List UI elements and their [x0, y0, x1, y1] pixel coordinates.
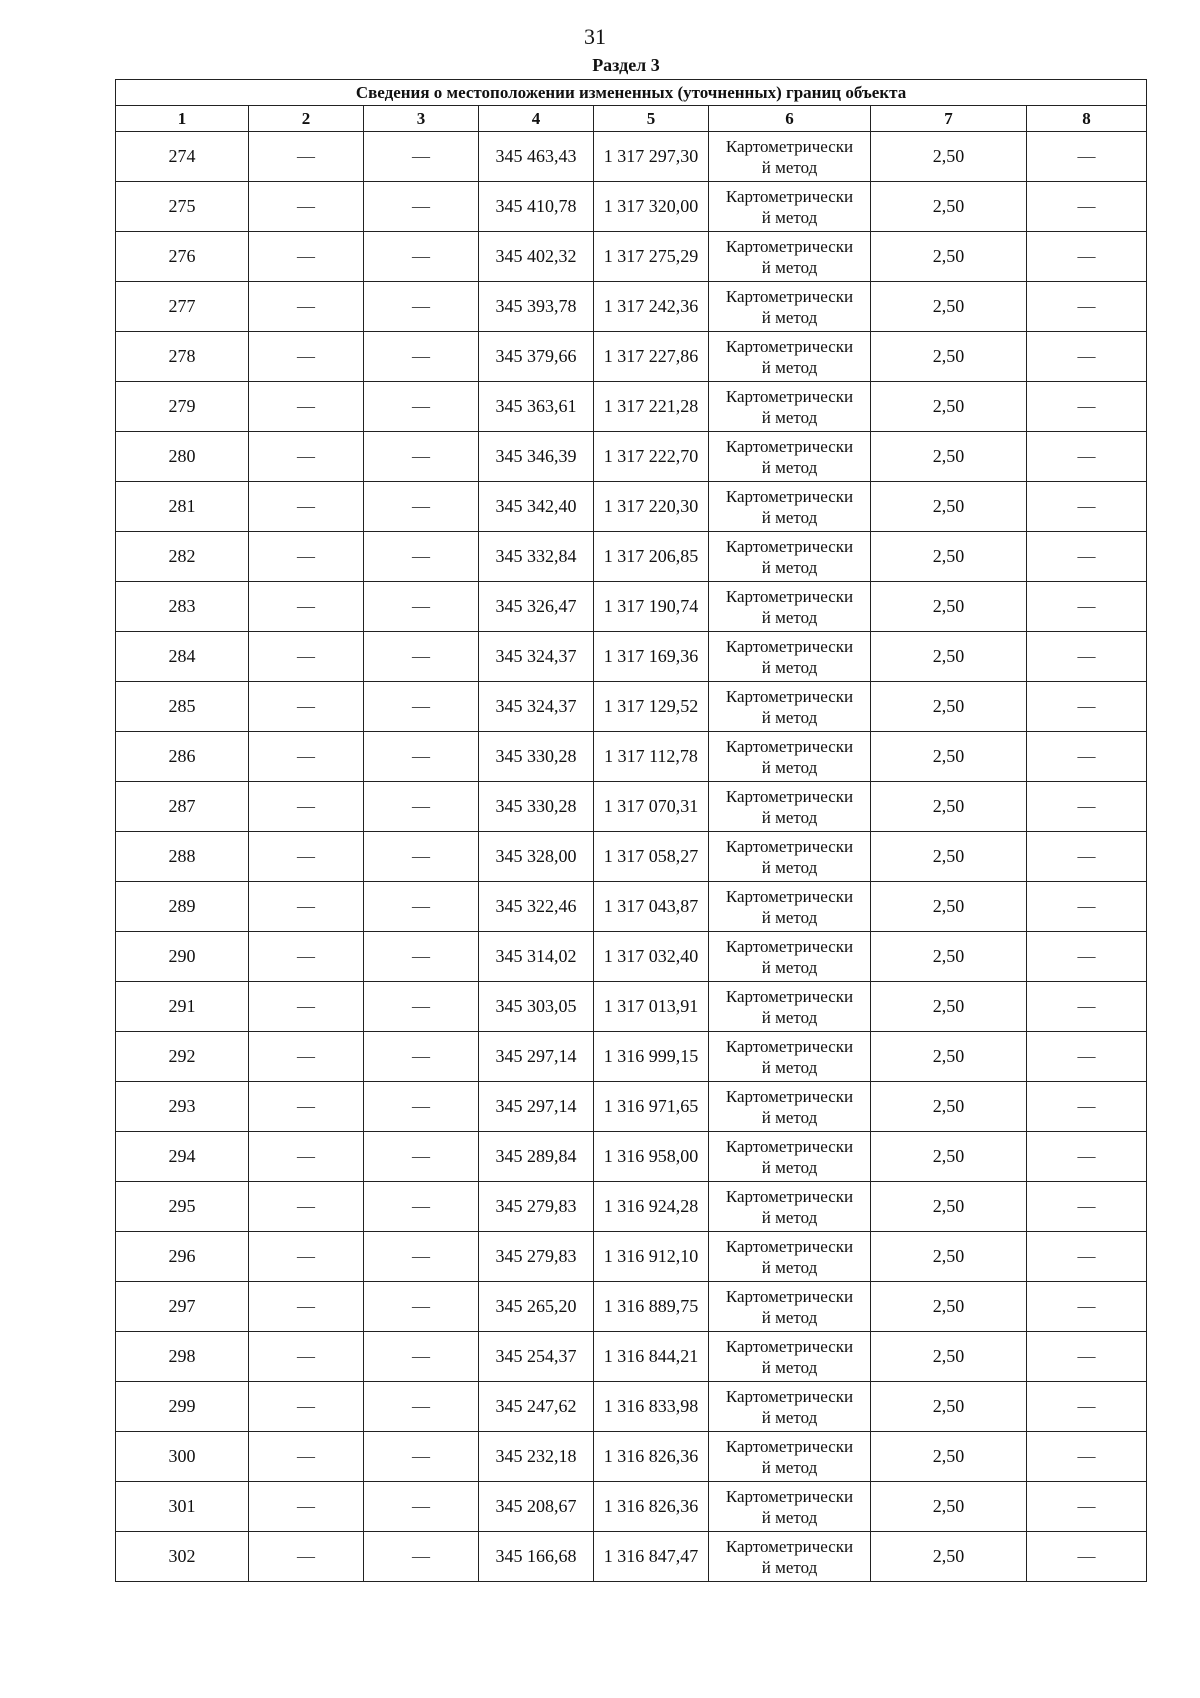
table-row: [116, 1082, 1147, 1132]
accuracy-cell: 2,50: [871, 1082, 1027, 1132]
accuracy-cell: 2,50: [871, 232, 1027, 282]
point-number-cell: 296: [116, 1232, 249, 1282]
column-8-cell: —: [1027, 582, 1147, 632]
column-8-cell: —: [1027, 882, 1147, 932]
section-title: Раздел 3: [592, 55, 660, 75]
column-3-cell: —: [364, 1232, 479, 1282]
accuracy-cell: 2,50: [871, 1232, 1027, 1282]
x-coordinate-cell: 345 265,20: [479, 1282, 594, 1332]
column-number-3: 3: [364, 106, 479, 132]
table-row: [116, 332, 1147, 382]
column-number-2: 2: [249, 106, 364, 132]
accuracy-cell: 2,50: [871, 532, 1027, 582]
method-cell: Картометрически й метод: [709, 832, 871, 882]
y-coordinate-cell: 1 317 221,28: [594, 382, 709, 432]
boundary-coordinates-table: [115, 79, 1147, 1582]
column-2-cell: —: [249, 982, 364, 1032]
column-3-cell: —: [364, 732, 479, 782]
x-coordinate-cell: 345 402,32: [479, 232, 594, 282]
table-row: [116, 932, 1147, 982]
column-3-cell: —: [364, 982, 479, 1032]
method-cell: Картометрически й метод: [709, 1232, 871, 1282]
column-3-cell: —: [364, 232, 479, 282]
column-2-cell: —: [249, 1332, 364, 1382]
column-2-cell: —: [249, 182, 364, 232]
column-8-cell: —: [1027, 1482, 1147, 1532]
accuracy-cell: 2,50: [871, 1132, 1027, 1182]
column-8-cell: —: [1027, 1332, 1147, 1382]
method-cell: Картометрически й метод: [709, 482, 871, 532]
point-number-cell: 297: [116, 1282, 249, 1332]
column-3-cell: —: [364, 432, 479, 482]
x-coordinate-cell: 345 254,37: [479, 1332, 594, 1382]
table-row: [116, 1132, 1147, 1182]
column-2-cell: —: [249, 1032, 364, 1082]
y-coordinate-cell: 1 317 222,70: [594, 432, 709, 482]
column-2-cell: —: [249, 282, 364, 332]
table-row: [116, 1382, 1147, 1432]
column-8-cell: —: [1027, 1082, 1147, 1132]
column-3-cell: —: [364, 682, 479, 732]
column-2-cell: —: [249, 1182, 364, 1232]
x-coordinate-cell: 345 314,02: [479, 932, 594, 982]
point-number-cell: 283: [116, 582, 249, 632]
column-3-cell: —: [364, 782, 479, 832]
accuracy-cell: 2,50: [871, 982, 1027, 1032]
y-coordinate-cell: 1 316 826,36: [594, 1432, 709, 1482]
y-coordinate-cell: 1 317 112,78: [594, 732, 709, 782]
column-2-cell: —: [249, 732, 364, 782]
table-row: [116, 982, 1147, 1032]
column-8-cell: —: [1027, 482, 1147, 532]
y-coordinate-cell: 1 317 169,36: [594, 632, 709, 682]
method-cell: Картометрически й метод: [709, 1482, 871, 1532]
accuracy-cell: 2,50: [871, 732, 1027, 782]
accuracy-cell: 2,50: [871, 282, 1027, 332]
table-row: [116, 1032, 1147, 1082]
column-3-cell: —: [364, 532, 479, 582]
method-cell: Картометрически й метод: [709, 282, 871, 332]
column-8-cell: —: [1027, 332, 1147, 382]
column-number-1: 1: [116, 106, 249, 132]
column-8-cell: —: [1027, 982, 1147, 1032]
table-row: [116, 482, 1147, 532]
point-number-cell: 289: [116, 882, 249, 932]
method-cell: Картометрически й метод: [709, 1082, 871, 1132]
x-coordinate-cell: 345 303,05: [479, 982, 594, 1032]
method-cell: Картометрически й метод: [709, 1532, 871, 1582]
method-cell: Картометрически й метод: [709, 632, 871, 682]
table-row: [116, 632, 1147, 682]
column-8-cell: —: [1027, 432, 1147, 482]
accuracy-cell: 2,50: [871, 1032, 1027, 1082]
column-8-cell: —: [1027, 932, 1147, 982]
column-8-cell: —: [1027, 1282, 1147, 1332]
table-title: Сведения о местоположении измененных (уточненных) границ объекта: [116, 80, 1147, 106]
column-3-cell: —: [364, 1432, 479, 1482]
y-coordinate-cell: 1 317 190,74: [594, 582, 709, 632]
column-2-cell: —: [249, 1132, 364, 1182]
x-coordinate-cell: 345 363,61: [479, 382, 594, 432]
table-body: [116, 132, 1147, 1582]
x-coordinate-cell: 345 279,83: [479, 1232, 594, 1282]
accuracy-cell: 2,50: [871, 1482, 1027, 1532]
table-row: [116, 1532, 1147, 1582]
table-row: [116, 1182, 1147, 1232]
table-row: [116, 282, 1147, 332]
method-cell: Картометрически й метод: [709, 1132, 871, 1182]
point-number-cell: 302: [116, 1532, 249, 1582]
column-8-cell: —: [1027, 1232, 1147, 1282]
point-number-cell: 287: [116, 782, 249, 832]
column-3-cell: —: [364, 882, 479, 932]
accuracy-cell: 2,50: [871, 882, 1027, 932]
column-3-cell: —: [364, 482, 479, 532]
column-3-cell: —: [364, 282, 479, 332]
accuracy-cell: 2,50: [871, 632, 1027, 682]
column-number-7: 7: [871, 106, 1027, 132]
method-cell: Картометрически й метод: [709, 382, 871, 432]
method-cell: Картометрически й метод: [709, 982, 871, 1032]
column-2-cell: —: [249, 532, 364, 582]
point-number-cell: 276: [116, 232, 249, 282]
x-coordinate-cell: 345 324,37: [479, 682, 594, 732]
column-2-cell: —: [249, 132, 364, 182]
column-2-cell: —: [249, 1082, 364, 1132]
column-2-cell: —: [249, 682, 364, 732]
column-8-cell: —: [1027, 1132, 1147, 1182]
accuracy-cell: 2,50: [871, 432, 1027, 482]
column-3-cell: —: [364, 582, 479, 632]
column-2-cell: —: [249, 232, 364, 282]
point-number-cell: 300: [116, 1432, 249, 1482]
column-2-cell: —: [249, 782, 364, 832]
point-number-cell: 284: [116, 632, 249, 682]
column-8-cell: —: [1027, 532, 1147, 582]
x-coordinate-cell: 345 232,18: [479, 1432, 594, 1482]
column-number-6: 6: [709, 106, 871, 132]
accuracy-cell: 2,50: [871, 582, 1027, 632]
column-number-row: [116, 106, 1147, 132]
accuracy-cell: 2,50: [871, 1332, 1027, 1382]
column-8-cell: —: [1027, 1432, 1147, 1482]
point-number-cell: 278: [116, 332, 249, 382]
table-row: [116, 182, 1147, 232]
y-coordinate-cell: 1 317 043,87: [594, 882, 709, 932]
table-row: [116, 832, 1147, 882]
method-cell: Картометрически й метод: [709, 732, 871, 782]
point-number-cell: 295: [116, 1182, 249, 1232]
x-coordinate-cell: 345 166,68: [479, 1532, 594, 1582]
column-number-4: 4: [479, 106, 594, 132]
method-cell: Картометрически й метод: [709, 882, 871, 932]
column-3-cell: —: [364, 1332, 479, 1382]
column-2-cell: —: [249, 1532, 364, 1582]
x-coordinate-cell: 345 297,14: [479, 1082, 594, 1132]
x-coordinate-cell: 345 289,84: [479, 1132, 594, 1182]
x-coordinate-cell: 345 330,28: [479, 732, 594, 782]
x-coordinate-cell: 345 379,66: [479, 332, 594, 382]
x-coordinate-cell: 345 247,62: [479, 1382, 594, 1432]
y-coordinate-cell: 1 317 032,40: [594, 932, 709, 982]
x-coordinate-cell: 345 322,46: [479, 882, 594, 932]
table-row: [116, 1432, 1147, 1482]
column-2-cell: —: [249, 332, 364, 382]
accuracy-cell: 2,50: [871, 1382, 1027, 1432]
table-row: [116, 132, 1147, 182]
column-2-cell: —: [249, 1382, 364, 1432]
y-coordinate-cell: 1 316 826,36: [594, 1482, 709, 1532]
column-3-cell: —: [364, 332, 479, 382]
y-coordinate-cell: 1 317 297,30: [594, 132, 709, 182]
point-number-cell: 301: [116, 1482, 249, 1532]
x-coordinate-cell: 345 279,83: [479, 1182, 594, 1232]
column-8-cell: —: [1027, 682, 1147, 732]
y-coordinate-cell: 1 316 889,75: [594, 1282, 709, 1332]
x-coordinate-cell: 345 330,28: [479, 782, 594, 832]
method-cell: Картометрически й метод: [709, 1432, 871, 1482]
y-coordinate-cell: 1 316 971,65: [594, 1082, 709, 1132]
point-number-cell: 288: [116, 832, 249, 882]
x-coordinate-cell: 345 328,00: [479, 832, 594, 882]
table-row: [116, 532, 1147, 582]
column-2-cell: —: [249, 1432, 364, 1482]
table-row: [116, 882, 1147, 932]
table-row: [116, 1232, 1147, 1282]
table-row: [116, 432, 1147, 482]
x-coordinate-cell: 345 332,84: [479, 532, 594, 582]
column-8-cell: —: [1027, 1182, 1147, 1232]
method-cell: Картометрически й метод: [709, 182, 871, 232]
column-3-cell: —: [364, 182, 479, 232]
method-cell: Картометрически й метод: [709, 682, 871, 732]
column-8-cell: —: [1027, 1382, 1147, 1432]
y-coordinate-cell: 1 317 129,52: [594, 682, 709, 732]
y-coordinate-cell: 1 317 275,29: [594, 232, 709, 282]
point-number-cell: 274: [116, 132, 249, 182]
column-8-cell: —: [1027, 1032, 1147, 1082]
x-coordinate-cell: 345 342,40: [479, 482, 594, 532]
x-coordinate-cell: 345 463,43: [479, 132, 594, 182]
y-coordinate-cell: 1 317 220,30: [594, 482, 709, 532]
column-3-cell: —: [364, 1182, 479, 1232]
y-coordinate-cell: 1 317 242,36: [594, 282, 709, 332]
point-number-cell: 292: [116, 1032, 249, 1082]
method-cell: Картометрически й метод: [709, 1382, 871, 1432]
accuracy-cell: 2,50: [871, 782, 1027, 832]
column-3-cell: —: [364, 1482, 479, 1532]
y-coordinate-cell: 1 317 206,85: [594, 532, 709, 582]
column-8-cell: —: [1027, 782, 1147, 832]
y-coordinate-cell: 1 316 924,28: [594, 1182, 709, 1232]
table-row: [116, 582, 1147, 632]
column-8-cell: —: [1027, 382, 1147, 432]
accuracy-cell: 2,50: [871, 482, 1027, 532]
y-coordinate-cell: 1 317 227,86: [594, 332, 709, 382]
y-coordinate-cell: 1 317 013,91: [594, 982, 709, 1032]
point-number-cell: 293: [116, 1082, 249, 1132]
column-2-cell: —: [249, 1232, 364, 1282]
column-8-cell: —: [1027, 232, 1147, 282]
page-number: 31: [584, 24, 606, 49]
method-cell: Картометрически й метод: [709, 582, 871, 632]
y-coordinate-cell: 1 317 058,27: [594, 832, 709, 882]
x-coordinate-cell: 345 393,78: [479, 282, 594, 332]
point-number-cell: 286: [116, 732, 249, 782]
accuracy-cell: 2,50: [871, 832, 1027, 882]
column-3-cell: —: [364, 1032, 479, 1082]
y-coordinate-cell: 1 316 912,10: [594, 1232, 709, 1282]
column-3-cell: —: [364, 1082, 479, 1132]
accuracy-cell: 2,50: [871, 332, 1027, 382]
point-number-cell: 275: [116, 182, 249, 232]
column-2-cell: —: [249, 582, 364, 632]
column-2-cell: —: [249, 432, 364, 482]
x-coordinate-cell: 345 410,78: [479, 182, 594, 232]
column-3-cell: —: [364, 1282, 479, 1332]
table-row: [116, 782, 1147, 832]
column-2-cell: —: [249, 382, 364, 432]
table-row: [116, 232, 1147, 282]
column-8-cell: —: [1027, 632, 1147, 682]
y-coordinate-cell: 1 316 958,00: [594, 1132, 709, 1182]
column-2-cell: —: [249, 632, 364, 682]
point-number-cell: 291: [116, 982, 249, 1032]
column-3-cell: —: [364, 1382, 479, 1432]
column-number-5: 5: [594, 106, 709, 132]
column-8-cell: —: [1027, 182, 1147, 232]
column-8-cell: —: [1027, 832, 1147, 882]
column-8-cell: —: [1027, 732, 1147, 782]
x-coordinate-cell: 345 326,47: [479, 582, 594, 632]
table-row: [116, 1482, 1147, 1532]
method-cell: Картометрически й метод: [709, 932, 871, 982]
method-cell: Картометрически й метод: [709, 332, 871, 382]
column-2-cell: —: [249, 482, 364, 532]
column-3-cell: —: [364, 132, 479, 182]
column-3-cell: —: [364, 932, 479, 982]
column-3-cell: —: [364, 382, 479, 432]
column-3-cell: —: [364, 1532, 479, 1582]
accuracy-cell: 2,50: [871, 132, 1027, 182]
x-coordinate-cell: 345 208,67: [479, 1482, 594, 1532]
column-3-cell: —: [364, 632, 479, 682]
accuracy-cell: 2,50: [871, 1432, 1027, 1482]
accuracy-cell: 2,50: [871, 382, 1027, 432]
column-2-cell: —: [249, 932, 364, 982]
column-3-cell: —: [364, 1132, 479, 1182]
y-coordinate-cell: 1 316 833,98: [594, 1382, 709, 1432]
method-cell: Картометрически й метод: [709, 232, 871, 282]
y-coordinate-cell: 1 317 070,31: [594, 782, 709, 832]
method-cell: Картометрически й метод: [709, 1282, 871, 1332]
column-8-cell: —: [1027, 1532, 1147, 1582]
accuracy-cell: 2,50: [871, 1182, 1027, 1232]
table-row: [116, 1282, 1147, 1332]
accuracy-cell: 2,50: [871, 182, 1027, 232]
method-cell: Картометрически й метод: [709, 132, 871, 182]
table-row: [116, 382, 1147, 432]
column-number-8: 8: [1027, 106, 1147, 132]
column-8-cell: —: [1027, 282, 1147, 332]
table-row: [116, 1332, 1147, 1382]
accuracy-cell: 2,50: [871, 1282, 1027, 1332]
accuracy-cell: 2,50: [871, 932, 1027, 982]
table-row: [116, 682, 1147, 732]
column-2-cell: —: [249, 1482, 364, 1532]
y-coordinate-cell: 1 316 999,15: [594, 1032, 709, 1082]
accuracy-cell: 2,50: [871, 682, 1027, 732]
point-number-cell: 280: [116, 432, 249, 482]
point-number-cell: 277: [116, 282, 249, 332]
y-coordinate-cell: 1 316 847,47: [594, 1532, 709, 1582]
point-number-cell: 298: [116, 1332, 249, 1382]
column-3-cell: —: [364, 832, 479, 882]
x-coordinate-cell: 345 324,37: [479, 632, 594, 682]
point-number-cell: 282: [116, 532, 249, 582]
y-coordinate-cell: 1 317 320,00: [594, 182, 709, 232]
column-2-cell: —: [249, 1282, 364, 1332]
point-number-cell: 299: [116, 1382, 249, 1432]
method-cell: Картометрически й метод: [709, 532, 871, 582]
method-cell: Картометрически й метод: [709, 1032, 871, 1082]
point-number-cell: 279: [116, 382, 249, 432]
method-cell: Картометрически й метод: [709, 782, 871, 832]
column-8-cell: —: [1027, 132, 1147, 182]
column-2-cell: —: [249, 882, 364, 932]
x-coordinate-cell: 345 297,14: [479, 1032, 594, 1082]
point-number-cell: 285: [116, 682, 249, 732]
point-number-cell: 294: [116, 1132, 249, 1182]
y-coordinate-cell: 1 316 844,21: [594, 1332, 709, 1382]
x-coordinate-cell: 345 346,39: [479, 432, 594, 482]
point-number-cell: 281: [116, 482, 249, 532]
accuracy-cell: 2,50: [871, 1532, 1027, 1582]
table-row: [116, 732, 1147, 782]
method-cell: Картометрически й метод: [709, 432, 871, 482]
column-2-cell: —: [249, 832, 364, 882]
method-cell: Картометрически й метод: [709, 1332, 871, 1382]
method-cell: Картометрически й метод: [709, 1182, 871, 1232]
point-number-cell: 290: [116, 932, 249, 982]
